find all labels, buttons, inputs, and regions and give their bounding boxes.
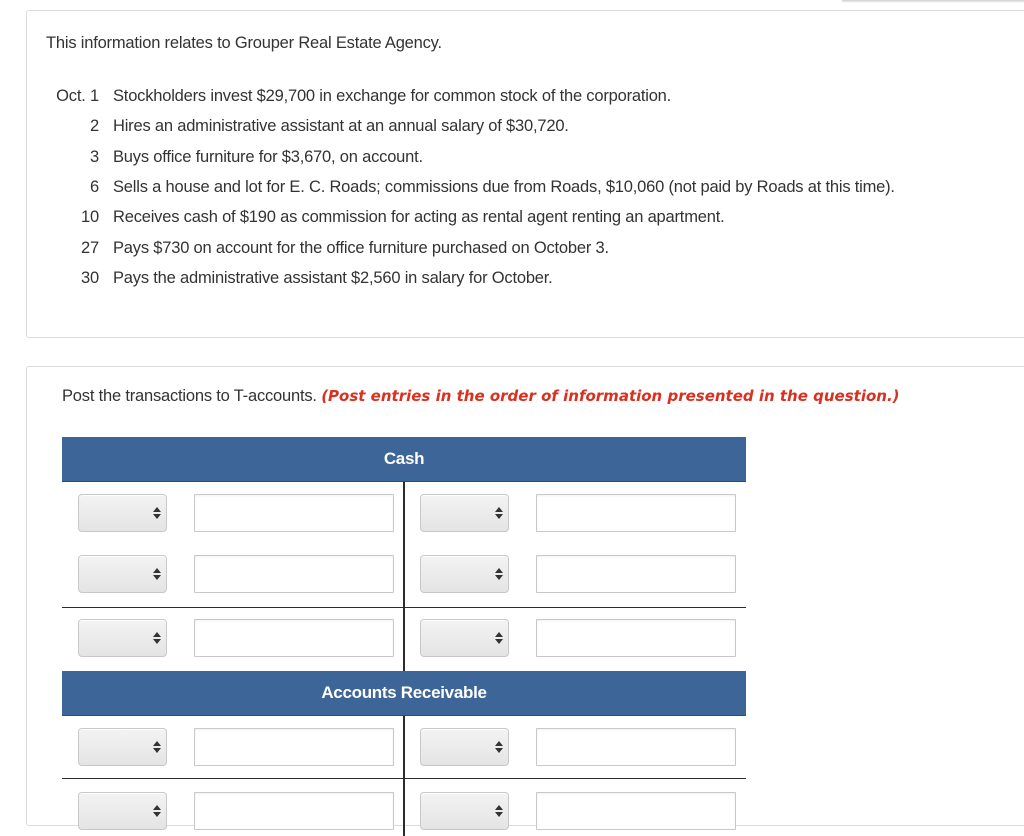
debit-account-select[interactable] [78,555,167,593]
transaction-date: Oct. 1 [56,87,99,105]
debit-amount-input[interactable] [194,494,394,532]
debit-balance-select[interactable] [78,619,167,657]
up-down-chevron-icon [153,802,161,822]
credit-balance-input[interactable] [536,619,736,657]
up-down-chevron-icon [153,504,161,524]
credit-balance-select[interactable] [420,792,509,830]
debit-account-select[interactable] [78,494,167,532]
t-account-divider [403,482,405,672]
window-top-shadow [842,0,1024,3]
up-down-chevron-icon [153,629,161,649]
up-down-chevron-icon [495,629,503,649]
transaction-date: 27 [81,239,99,257]
debit-balance-input[interactable] [194,792,394,830]
transaction-date: 6 [90,178,99,196]
instruction-hint: (Post entries in the order of information presented in the question.) [321,387,900,405]
intro-text: This information relates to Grouper Real Estate Agency. [46,34,442,52]
debit-balance-select[interactable] [78,792,167,830]
debit-amount-input[interactable] [194,555,394,593]
transaction-row [47,269,1007,291]
transaction-row [47,239,1007,261]
transaction-description: Pays $730 on account for the office furniture purchased on October 3. [113,239,609,257]
credit-account-select[interactable] [420,728,509,766]
credit-account-select[interactable] [420,555,509,593]
instruction-main: Post the transactions to T-accounts. [62,387,317,405]
up-down-chevron-icon [495,565,503,585]
credit-balance-input[interactable] [536,792,736,830]
transaction-date: 10 [81,208,99,226]
transaction-description: Receives cash of $190 as commission for acting as rental agent renting an apartment. [113,208,725,226]
debit-balance-input[interactable] [194,619,394,657]
transaction-description: Hires an administrative assistant at an annual salary of $30,720. [113,117,569,135]
question-info-panel [26,10,1024,338]
up-down-chevron-icon [495,504,503,524]
transaction-row [47,117,1007,139]
transaction-description: Sells a house and lot for E. C. Roads; commissions due from Roads, $10,060 (not paid by Roads at this time). [113,178,895,196]
credit-balance-select[interactable] [420,619,509,657]
t-account-total-line [62,607,746,608]
debit-account-select[interactable] [78,728,167,766]
transaction-date: 30 [81,269,99,287]
instruction-text [62,387,900,406]
transaction-description: Stockholders invest $29,700 in exchange for common stock of the corporation. [113,87,672,105]
t-account-work-panel [26,366,1024,826]
transaction-description: Buys office furniture for $3,670, on account. [113,148,423,166]
transaction-row [47,87,1007,109]
transaction-date: 2 [90,117,99,135]
t-account-divider [403,716,405,836]
credit-amount-input[interactable] [536,555,736,593]
t-account-header-accounts-receivable: Accounts Receivable [62,671,746,716]
transaction-row [47,148,1007,170]
credit-amount-input[interactable] [536,728,736,766]
up-down-chevron-icon [153,738,161,758]
transaction-row [47,178,1007,200]
up-down-chevron-icon [495,802,503,822]
up-down-chevron-icon [495,738,503,758]
t-account-total-line [62,778,746,779]
up-down-chevron-icon [153,565,161,585]
credit-account-select[interactable] [420,494,509,532]
t-account-header-cash: Cash [62,437,746,482]
transaction-date: 3 [90,148,99,166]
debit-amount-input[interactable] [194,728,394,766]
credit-amount-input[interactable] [536,494,736,532]
transaction-row [47,208,1007,230]
transaction-description: Pays the administrative assistant $2,560 in salary for October. [113,269,553,287]
